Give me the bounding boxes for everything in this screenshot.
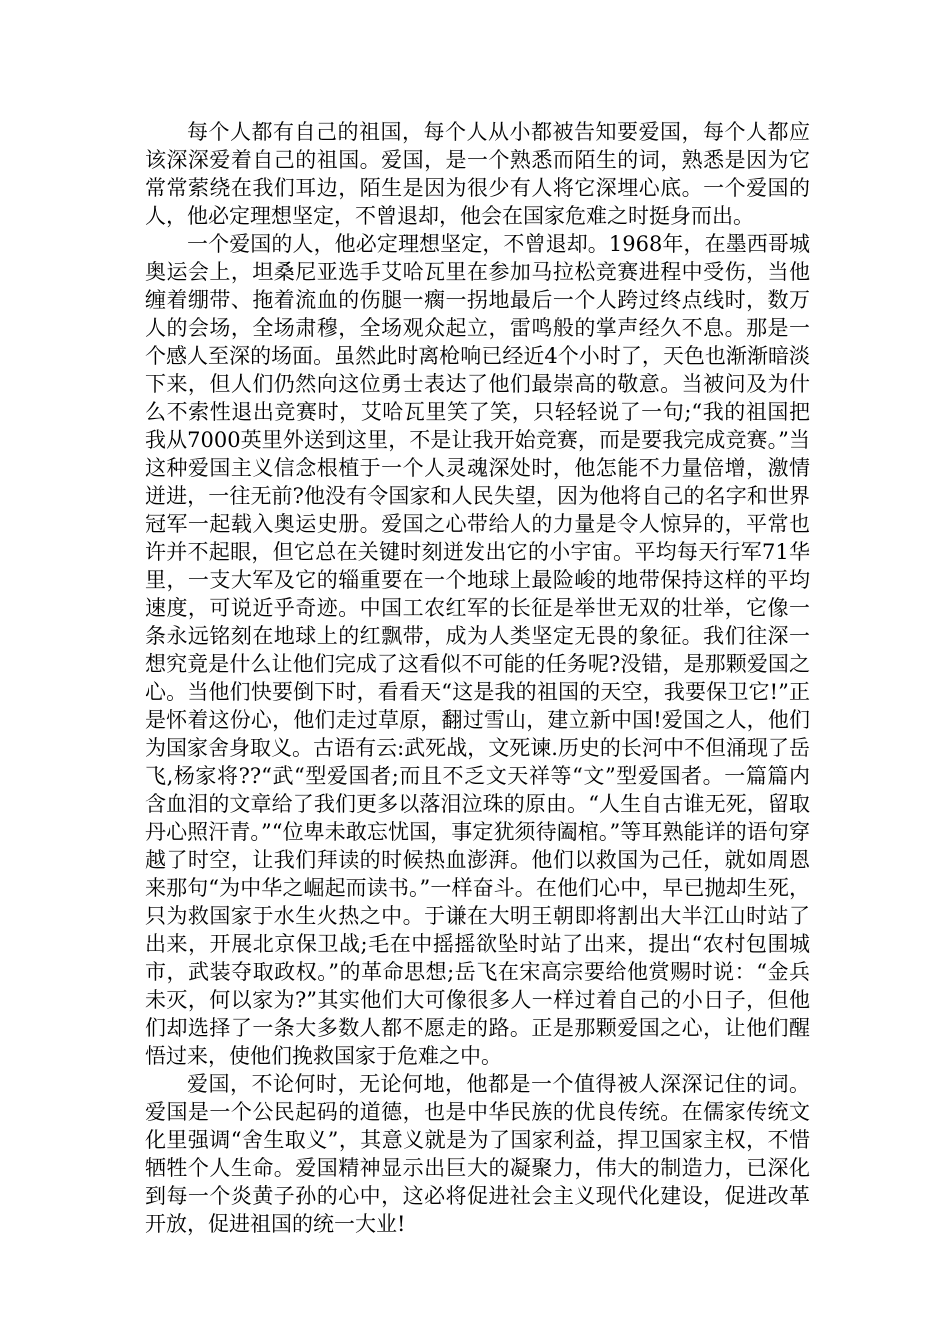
paragraph-3: 爱国，不论何时，无论何地，他都是一个值得被人深深记住的词。爱国是一个公民起码的道德，也是中华民族的优良传统。在儒家传统文化里强调“舍生取义”，其意义就是为了国家利益，捍卫国家主权，不惜牺牲个人生命。爱国精神显示出巨大的凝聚力，伟大的制造力，已深化到每一个炎黄子孙的心中，这必将促进社会主义现代化建设，促进改革开放，促进祖国的统一大业! (145, 1072, 810, 1236)
paragraph-2: 一个爱国的人，他必定理想坚定，不曾退却。1968年，在墨西哥城奥运会上，坦桑尼亚选手艾哈瓦里在参加马拉松竞赛进程中受伤，当他缠着绷带、拖着流血的伤腿一瘸一拐地最后一个人跨过终点线时，数万人的会场，全场肃穆，全场观众起立，雷鸣般的掌声经久不息。那是一个感人至深的场面。虽然此时离枪响已经近4个小时了，天色也渐渐暗淡下来，但人们仍然向这位勇士表达了他们最崇高的敬意。当被问及为什么不索性退出竞赛时，艾哈瓦里笑了笑，只轻轻说了一句;“我的祖国把我从7000英里外送到这里，不是让我开始竞赛，而是要我完成竞赛。”当这种爱国主义信念根植于一个人灵魂深处时，他怎能不力量倍增，激情迸进，一往无前?他没有令国家和人民失望，因为他将自己的名字和世界冠军一起载入奥运史册。爱国之心带给人的力量是令人惊异的，平常也许并不起眼，但它总在关键时刻迸发出它的小宇宙。平均每天行军71华里，一支大军及它的辎重要在一个地球上最险峻的地带保持这样的平均速度，可说近乎奇迹。中国工农红军的长征是举世无双的壮举，它像一条永远铭刻在地球上的红飘带，成为人类坚定无畏的象征。我们往深一想究竟是什么让他们完成了这看似不可能的任务呢?没错，是那颗爱国之心。当他们快要倒下时，看看天“这是我的祖国的天空，我要保卫它!”正是怀着这份心，他们走过草原，翻过雪山，建立新中国!爱国之人，他们为国家舍身取义。古语有云:武死战，文死谏.历史的长河中不但涌现了岳飞,杨家将??“武“型爱国者;而且不乏文天祥等“文”型爱国者。一篇篇内含血泪的文章给了我们更多以落泪泣珠的原由。“人生自古谁无死，留取丹心照汗青。”“位卑未敢忘忧国，事定犹须待阖棺。”等耳熟能详的语句穿越了时空，让我们拜读的时候热血澎湃。他们以救国为己任，就如周恩来那句“为中华之崛起而读书。”一样奋斗。在他们心中，早已抛却生死，只为救国家于水生火热之中。于谦在大明王朝即将割出大半江山时站了出来，开展北京保卫战;毛在中摇摇欲坠时站了出来，提出“农村包围城市，武装夺取政权。”的革命思想;岳飞在宋高宗要给他赏赐时说：“金兵未灭，何以家为?”其实他们大可像很多人一样过着自己的小日子，但他们却选择了一条大多数人都不愿走的路。正是那颗爱国之心，让他们醒悟过来，使他们挽救国家于危难之中。 (145, 232, 810, 1068)
document-body (145, 118, 810, 1238)
paragraph-1: 每个人都有自己的祖国，每个人从小都被告知要爱国，每个人都应该深深爱着自己的祖国。爱国，是一个熟悉而陌生的词，熟悉是因为它常常萦绕在我们耳边，陌生是因为很少有人将它深埋心底。一个爱国的人，他必定理想坚定，不曾退却，他会在国家危难之时挺身而出。 (145, 120, 810, 228)
